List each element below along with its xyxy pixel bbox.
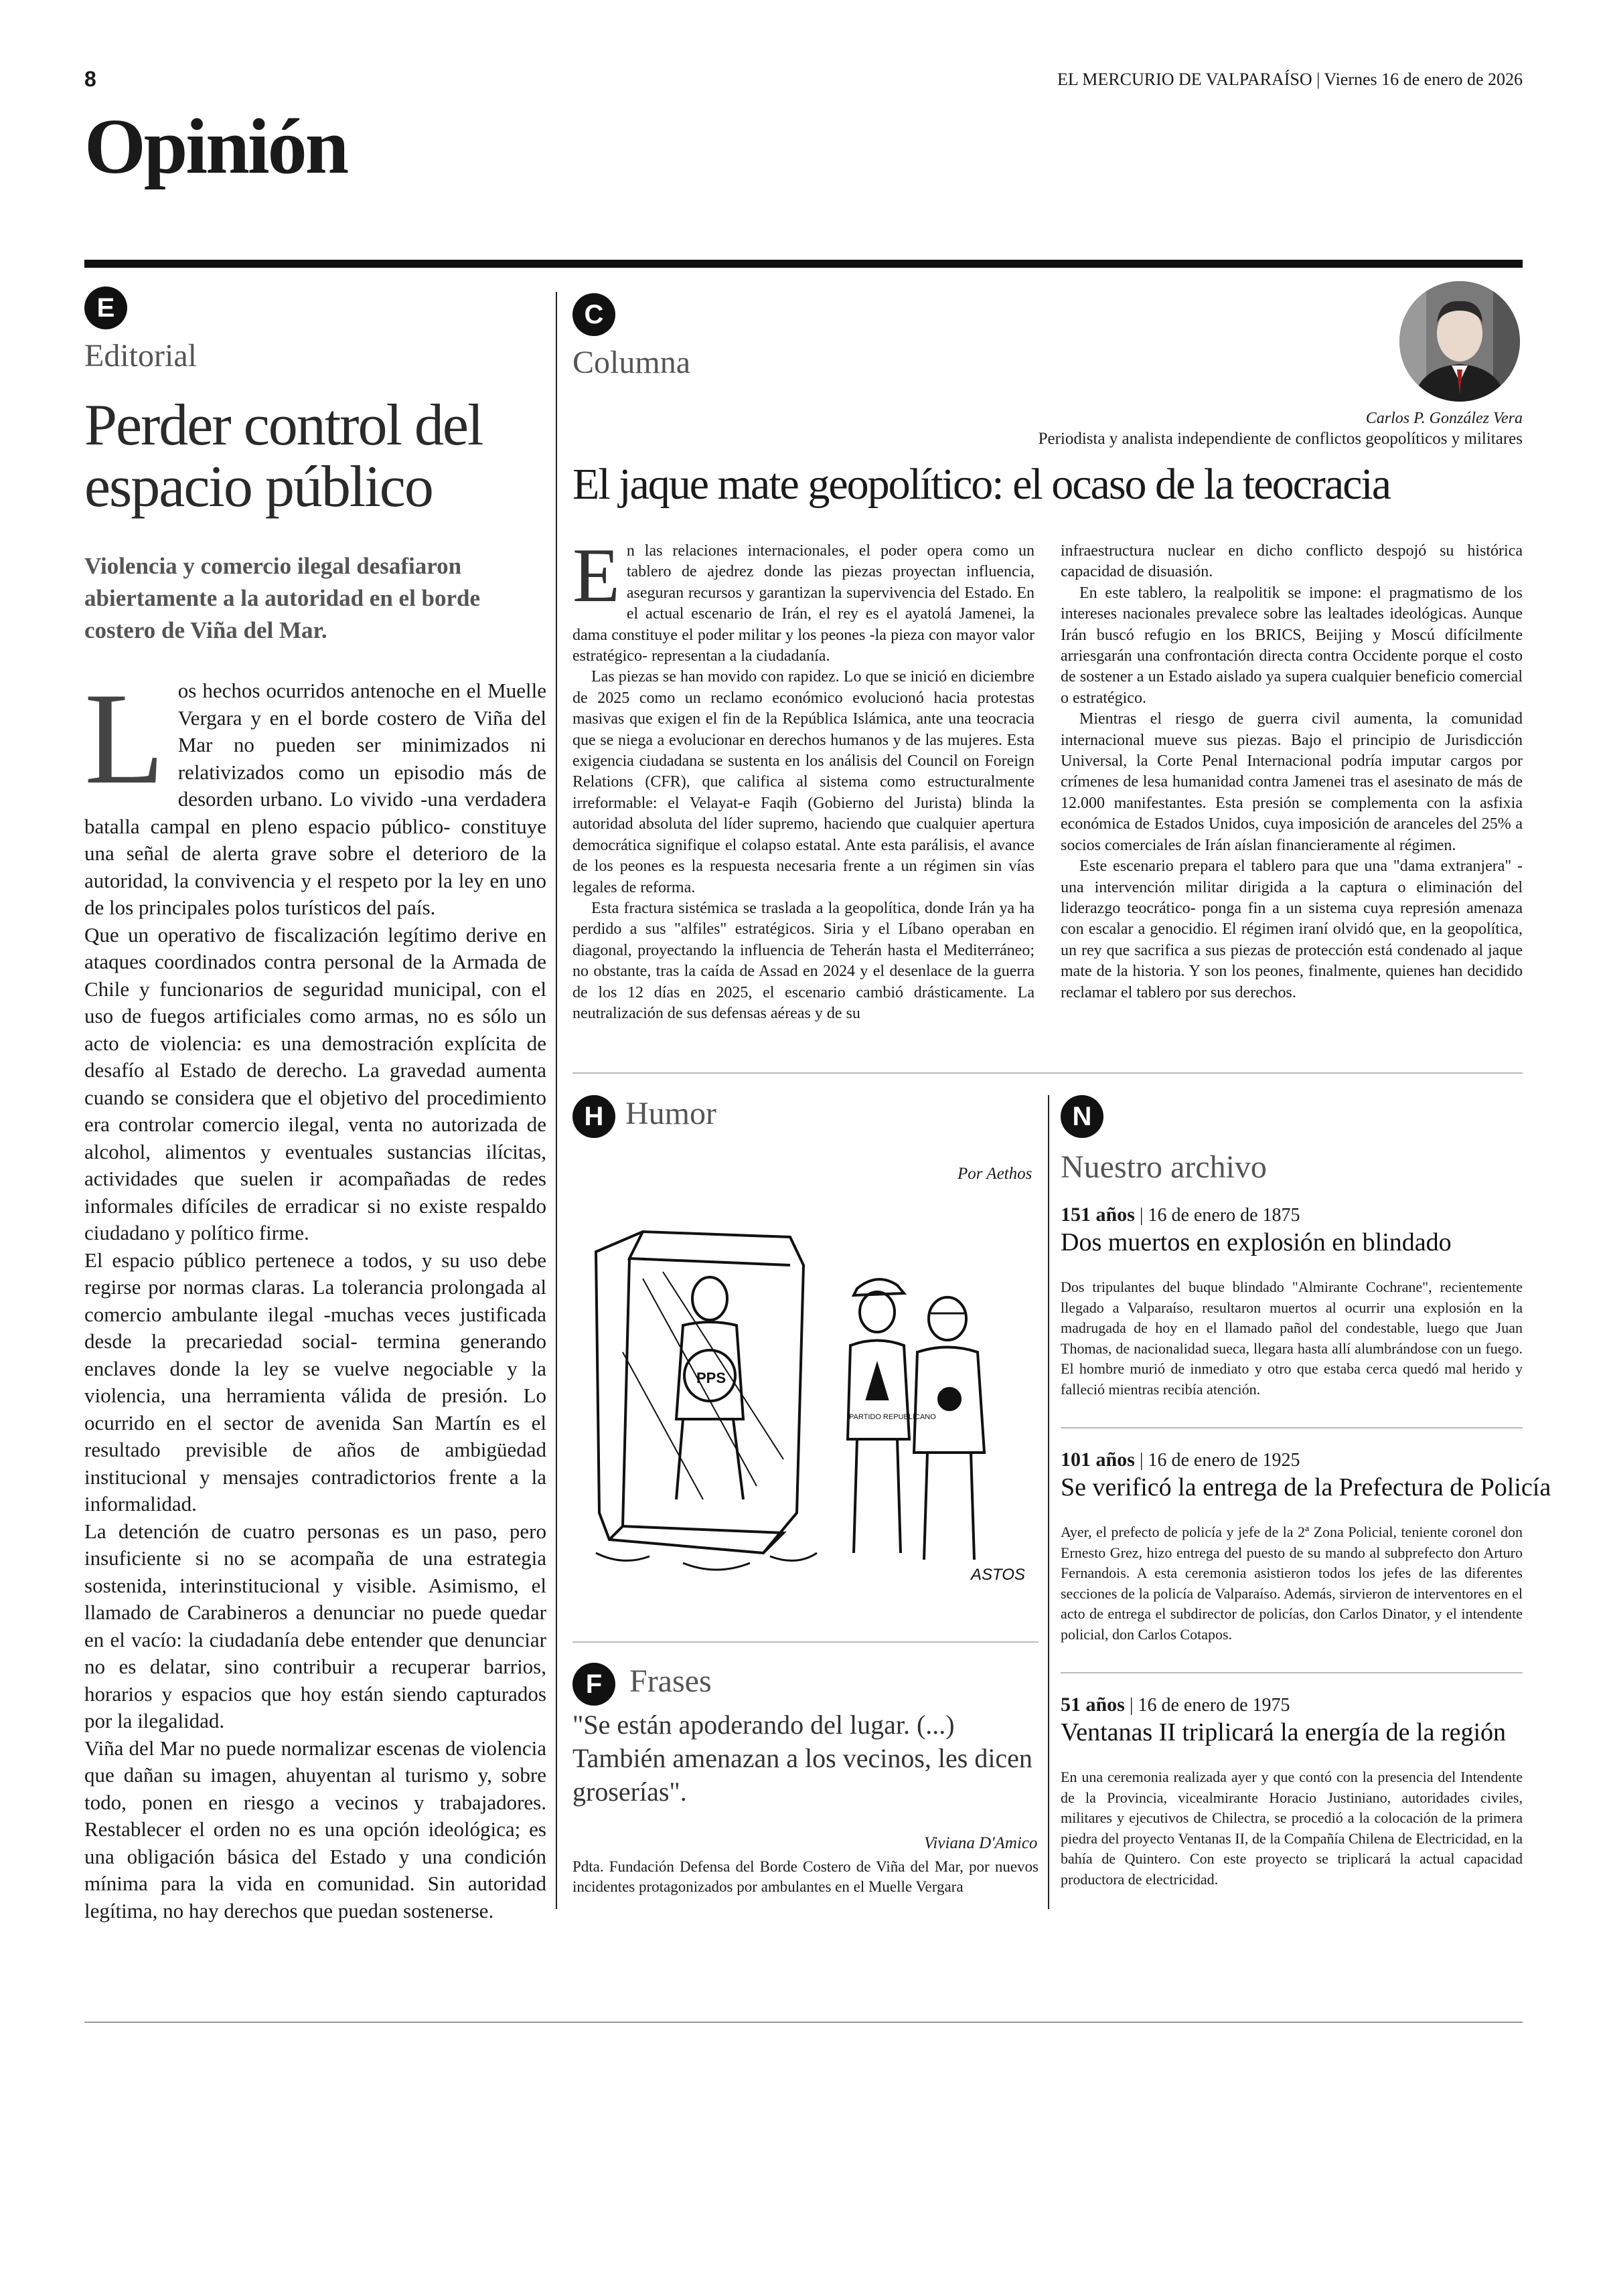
column-headline: El jaque mate geopolítico: el ocaso de la teocracia	[572, 460, 1391, 509]
paragraph: n las relaciones internacionales, el poder opera como un tablero de ajedrez donde las piezas proyectan influencia, aseguran recursos y garantizan la supervivencia del Estado. En el actual escenario de Irán, el rey es el ayatolá Jamenei, la dama constituye el poder militar y los peones -la pieza con mayor valor estratégico- representan a la ciudadanía.	[572, 542, 1035, 665]
frases-author: Viviana D'Amico	[924, 1834, 1038, 1852]
bottom-rule	[84, 2022, 1523, 2023]
humor-cartoon	[583, 1218, 1038, 1593]
author-portrait-icon	[1399, 281, 1520, 402]
date: | 16 de enero de 1875	[1139, 1205, 1300, 1226]
page-number: 8	[84, 67, 96, 91]
archivo-divider	[1061, 1427, 1523, 1428]
archivo-badge: N	[1061, 1095, 1103, 1138]
cartoon-signature: ASTOS	[971, 1566, 1025, 1584]
frases-quote: "Se están apoderando del lugar. (...) También amenazan a los vecinos, les dicen groserías".	[572, 1710, 1032, 1807]
column-divider	[556, 292, 557, 1909]
paragraph: Viña del Mar no puede normalizar escenas de violencia que dañan su imagen, ahuyentan al turismo y, sobre todo, ponen en riesgo a vecinos y trabajadores. Restablecer el orden no es una opción ideológica; es una obligación básica del Estado y una condición mínima para la vida en comunidad. Sin autoridad legítima, no hay derechos que puedan sostenerse.	[84, 1736, 546, 1922]
editorial-label: Editorial	[84, 338, 197, 374]
column-body-right	[1061, 541, 1523, 1003]
date: | 16 de enero de 1925	[1139, 1450, 1300, 1471]
section-title: Opinión	[84, 102, 348, 190]
paragraph: Esta fractura sistémica se traslada a la geopolítica, donde Irán ya ha perdido a sus "alfiles" estratégicos. Siria y el Líbano operaban en diagonal, proyectando la influencia de Teherán hasta el Mediterráneo; no obstante, tras la caída de Assad en 2024 y el desenlace de la guerra de los 12 días en 2025, el escenario cambió drásticamente. La neutralización de sus defensas aéreas y de su	[572, 899, 1035, 1022]
archivo-divider	[1061, 1672, 1523, 1673]
paragraph: Este escenario prepara el tablero para que una "dama extranjera" -una intervención militar dirigida a la captura o eliminación del liderazgo teocrático- ponga fin a un sistema cuya represión amenaza con escalar a genocidio. El régimen iraní olvidó que, en la geopolítica, un rey que sacrifica a sus piezas de protección está condenado al jaque mate de la historia. Y son los peones, finalmente, quienes han decidido reclamar el tablero por sus derechos.	[1061, 857, 1523, 1001]
paragraph: En este tablero, la realpolitik se impone: el pragmatismo de los intereses nacionales prevalece sobre las lealtades ideológicas. Aunque Irán buscó refugio en los BRICS, Beijing y Moscú difícilmente arriesgarán una confrontación directa contra Occidente porque el costo de sostener a un Estado aislado ya supera cualquier beneficio comercial o estratégico.	[1061, 584, 1523, 707]
author-name: Carlos P. González Vera	[1365, 410, 1523, 427]
archivo-entry-title: Se verificó la entrega de la Prefectura de Policía	[1061, 1473, 1551, 1501]
cartoon-label: PPS	[696, 1370, 726, 1386]
archivo-entry-years	[1061, 1449, 1300, 1471]
paragraph: infraestructura nuclear en dicho conflicto despojó su histórica capacidad de disuasión.	[1061, 542, 1523, 581]
column-divider	[1048, 1095, 1049, 1909]
years: 151 años	[1061, 1204, 1135, 1226]
paragraph: os hechos ocurridos antenoche en el Muelle Vergara y en el borde costero de Viña del Mar no pueden ser minimizados ni relativizados como un episodio más de desorden urbano. Lo vivido -una verdadera batalla campal en pleno espacio público- constituye una señal de alerta grave sobre el deterioro de la autoridad, la convivencia y el respeto por la ley en uno de los principales polos turísticos del país.	[84, 679, 546, 919]
frases-label: Frases	[629, 1663, 712, 1699]
archivo-entry-title: Ventanas II triplicará la energía de la región	[1061, 1718, 1507, 1746]
column-badge: C	[572, 293, 615, 336]
editorial-deck: Violencia y comercio ilegal desafiaron abiertamente a la autoridad en el borde costero de Viña del Mar.	[84, 553, 481, 643]
column-label: Columna	[572, 345, 690, 380]
humor-label: Humor	[625, 1096, 716, 1131]
cartoon-illustration-icon	[583, 1218, 1038, 1593]
editorial-headline: Perder control del espacio público	[84, 393, 483, 519]
frases-note: Pdta. Fundación Defensa del Borde Costero de Viña del Mar, por nuevos incidentes protagonizados por ambulantes en el Muelle Vergara	[572, 1858, 1039, 1895]
author-role: Periodista y analista independiente de conflictos geopolíticos y militares	[1038, 430, 1523, 448]
humor-byline: Por Aethos	[958, 1165, 1032, 1183]
archivo-entry-text: En una ceremonia realizada ayer y que contó con la presencia del Intendente de la Provincia, vicealmirante Horacio Justiniano, autoridades civiles, militares y ejecutivos de Chilectra, se procedió a la colocación de la primera piedra del proyecto Ventanas II, de la Compañía Chilena de Electricidad, en la bahía de Quintero. Con este proyecto se triplicará la actual capacidad productora de electricidad.	[1061, 1769, 1523, 1888]
dropcap: E	[572, 533, 620, 619]
dropcap: L	[84, 666, 165, 811]
paragraph: El espacio público pertenece a todos, y su uso debe regirse por normas claras. La tolerancia prolongada al comercio ambulante ilegal -muchas veces justificada desde la precariedad social- termina generando enclaves donde la ley se vuelve negociable y la violencia, una herramienta válida de presión. Lo ocurrido en el sector de avenida San Martín es el resultado previsible de años de ambigüedad institucional y mensajes contradictorios frente a la informalidad.	[84, 1248, 546, 1515]
column-body-left	[572, 533, 1035, 1024]
archivo-label: Nuestro archivo	[1061, 1149, 1267, 1185]
masthead: EL MERCURIO DE VALPARAÍSO | Viernes 16 de enero de 2026	[1057, 70, 1523, 89]
humor-badge: H	[572, 1095, 615, 1138]
archivo-entry-title: Dos muertos en explosión en blindado	[1061, 1228, 1452, 1256]
archivo-entry-years	[1061, 1694, 1290, 1716]
author-photo	[1399, 281, 1520, 402]
top-rule	[84, 260, 1523, 268]
paragraph: La detención de cuatro personas es un paso, pero insuficiente si no se acompaña de una estrategia sostenida, interinstitucional y visible. Asimismo, el llamado de Carabineros a denunciar no puede quedar en el vacío: la ciudadanía debe entender que denunciar no es delatar, sino contribuir a recuperar barrios, horarios y espacios que hoy están siendo capturados por la ilegalidad.	[84, 1519, 546, 1732]
humor-bottom-rule	[572, 1641, 1039, 1643]
archivo-entry-text: Ayer, el prefecto de policía y jefe de la 2ª Zona Policial, teniente coronel don Ernesto Grez, hizo entrega del puesto de su mando al subprefecto don Arturo Fernandois. A esta ceremonia asistieron todos los jefes de las diferentes secciones de la policía de Valparaíso. Además, sirvieron de interventores en el acto de entrega el subdirector de policías, don Carlos Dinator, y el intendente policial, don Carlos Cotapos.	[1061, 1524, 1523, 1643]
paragraph: Que un operativo de fiscalización legítimo derive en ataques coordinados contra personal de la Armada de Chile y funcionarios de seguridad municipal, con el uso de fuegos artificiales como armas, no es sólo un acto de violencia: es una demostración explícita de desafío al Estado de derecho. La gravedad aumenta cuando se considera que el objetivo del procedimiento era controlar comercio ilegal, venta no autorizada de alcohol, alimentos y eventuales sustancias ilícitas, actividades que suelen ir acompañadas de redes informales difíciles de erradicar si no existe respaldo ciudadano y político firme.	[84, 922, 546, 1244]
archivo-entry-years	[1061, 1204, 1300, 1226]
column-bottom-rule	[572, 1072, 1523, 1074]
frases-badge: F	[572, 1663, 615, 1706]
editorial-badge: E	[84, 286, 127, 329]
editorial-body	[84, 666, 546, 1924]
cartoon-label: PARTIDO REPUBLICANO	[849, 1413, 936, 1421]
years: 51 años	[1061, 1694, 1125, 1716]
years: 101 años	[1061, 1449, 1135, 1471]
archivo-entry-text: Dos tripulantes del buque blindado "Almirante Cochrane", recientemente llegado a Valparaíso, resultaron muertos al ocurrir una explosión en la madrugada de hoy en el llamado pañol del condestable, luego que Juan Thomas, de nacionalidad sueca, llegara hasta allí alumbrándose con un fuego. El hombre murió de inmediato y otro que estaba cerca quedó mal herido y falleció mientras recibía atención.	[1061, 1279, 1523, 1398]
paragraph: Las piezas se han movido con rapidez. Lo que se inició en diciembre de 2025 como un reclamo económico evolucionó hacia protestas masivas que exigen el fin de la República Islámica, ante una teocracia que se niega a evolucionar en derechos humanos y de las mujeres. Esta exigencia ciudadana se sustenta en los análisis del Council on Foreign Relations (CFR), que califica al sistema como estructuralmente irreformable: el Velayat-e Faqih (Gobierno del Jurista) blinda la autoridad absoluta del líder supremo, haciendo que cualquier apertura democrática signifique el colapso estatal. Ante esta parálisis, el avance de los peones es la respuesta necesaria frente a un régimen sin vías legales de reforma.	[572, 668, 1035, 896]
paragraph: Mientras el riesgo de guerra civil aumenta, la comunidad internacional mueve sus piezas. Bajo el principio de Jurisdicción Universal, la Corte Penal Internacional podría imputar cargos por crímenes de lesa humanidad contra Jamenei tras el asesinato de más de 12.000 manifestantes. Esta presión se complementa con la asfixia económica de Estados Unidos, cuya imposición de aranceles del 25% a socios comerciales de Irán aíslan financieramente al régimen.	[1061, 710, 1523, 854]
date: | 16 de enero de 1975	[1129, 1695, 1290, 1716]
